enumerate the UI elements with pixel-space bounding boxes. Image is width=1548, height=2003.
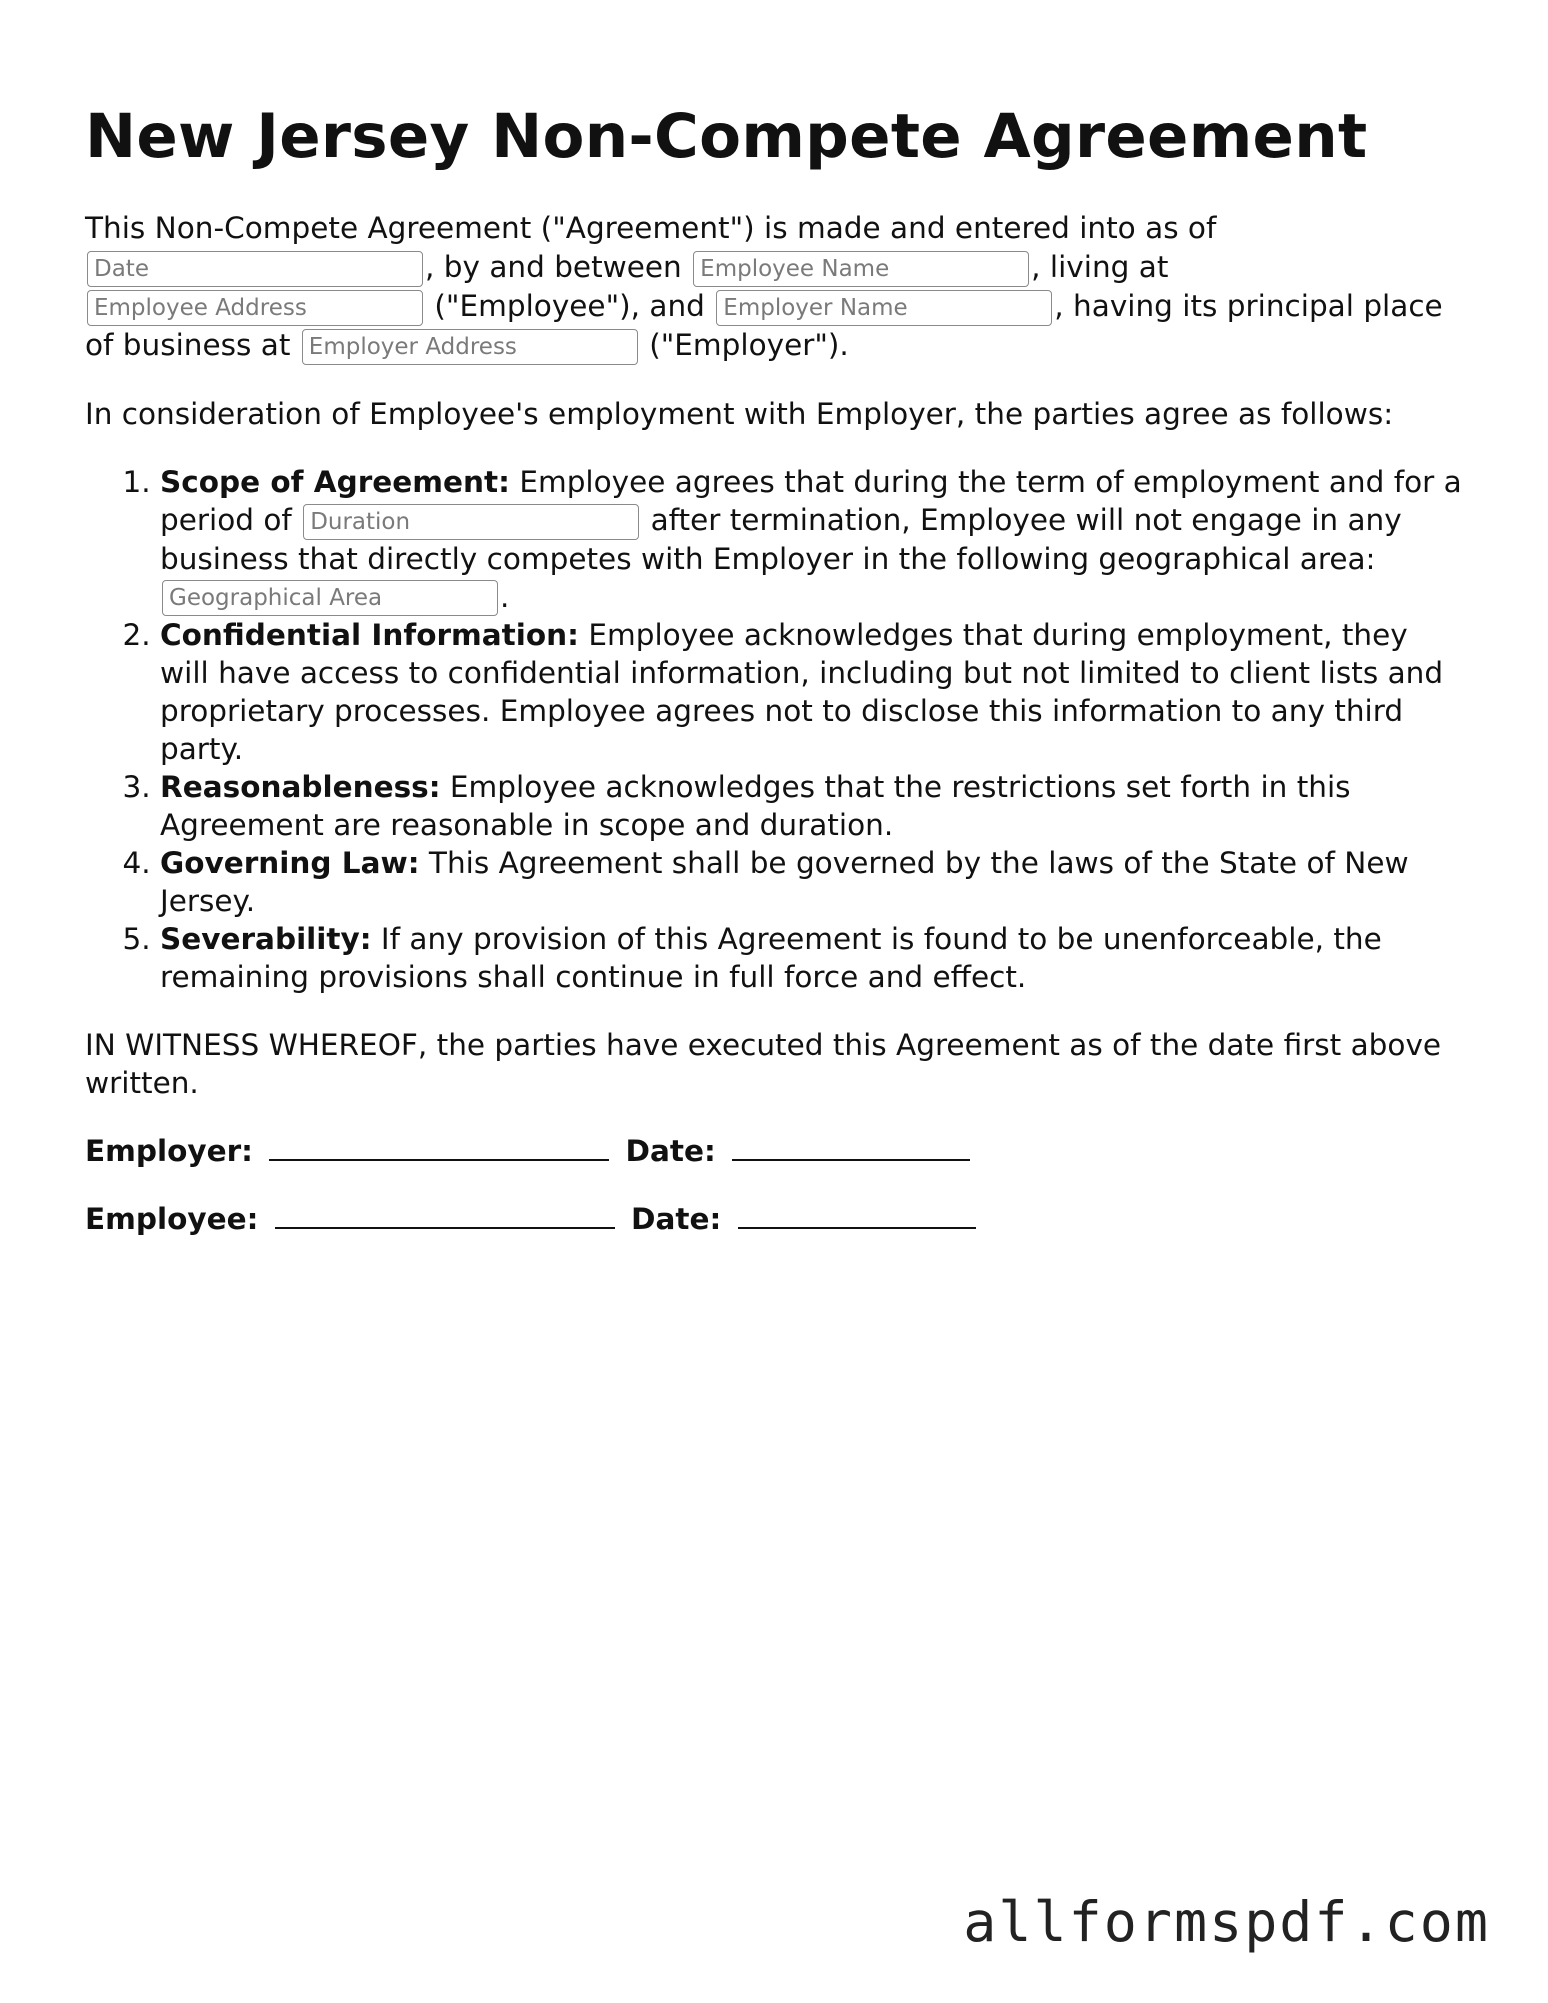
duration-input[interactable] — [303, 504, 639, 540]
clause-scope — [160, 463, 1465, 616]
employer-date-line[interactable] — [732, 1133, 970, 1161]
employer-signature-row — [85, 1132, 1465, 1170]
intro-paragraph — [85, 209, 1465, 365]
clause-text-end: . — [500, 579, 510, 614]
clause-text: If any provision of this Agreement is found to be unenforceable, the remaining provisions shall continue in full force and effect. — [160, 922, 1382, 995]
clause-reasonableness — [160, 768, 1465, 844]
employer-name-input[interactable] — [716, 290, 1052, 326]
employee-date-line[interactable] — [738, 1201, 976, 1229]
clause-heading: Reasonableness: — [160, 770, 441, 805]
intro-text-4: ("Employee"), and — [434, 289, 705, 324]
clause-list — [85, 463, 1465, 996]
consideration-paragraph: In consideration of Employee's employment with Employer, the parties agree as follows: — [85, 397, 1394, 432]
employee-signature-line[interactable] — [275, 1201, 615, 1229]
intro-text-3: , living at — [1031, 250, 1169, 285]
clause-heading: Confidential Information: — [160, 618, 579, 653]
clause-text: Employee agrees that during the term of employment and for a period of — [160, 465, 1462, 538]
intro-text-2: , by and between — [425, 250, 682, 285]
clause-heading: Severability: — [160, 922, 372, 957]
employer-address-input[interactable] — [302, 329, 638, 365]
clause-severability — [160, 920, 1465, 996]
intro-text-6: ("Employer"). — [649, 328, 849, 363]
clause-text: Employee acknowledges that the restrictions set forth in this Agreement are reasonable in scope and duration. — [160, 770, 1351, 843]
clause-heading: Scope of Agreement: — [160, 465, 510, 500]
intro-text-5: , having its principal place of business at — [85, 289, 1443, 363]
intro-text-1: This Non-Compete Agreement ("Agreement") is made and entered into as of — [85, 211, 1217, 246]
witness-paragraph: IN WITNESS WHEREOF, the parties have executed this Agreement as of the date first above written. — [85, 1028, 1442, 1101]
clause-confidential — [160, 616, 1465, 768]
employee-name-input[interactable] — [693, 251, 1029, 287]
watermark: allformspdf.com — [963, 1890, 1490, 1954]
employee-signature-row — [85, 1200, 1465, 1238]
employee-signature-label: Employee: — [85, 1202, 259, 1237]
clause-text: This Agreement shall be governed by the laws of the State of New Jersey. — [160, 846, 1409, 919]
employer-signature-line[interactable] — [269, 1133, 609, 1161]
employee-address-input[interactable] — [87, 290, 423, 326]
document-page — [85, 100, 1465, 1268]
clause-governing-law — [160, 844, 1465, 920]
page-title: New Jersey Non-Compete Agreement — [85, 101, 1368, 172]
employer-signature-label: Employer: — [85, 1134, 253, 1169]
date-input[interactable] — [87, 251, 423, 287]
clause-text: after termination, Employee will not engage in any business that directly competes with Employer in the following geographical area: — [160, 503, 1402, 576]
geographical-area-input[interactable] — [162, 580, 498, 616]
clause-text: Employee acknowledges that during employment, they will have access to confidential information, including but not limited to client lists and proprietary processes. Employee agrees not to disclose this information to any third party. — [160, 618, 1444, 767]
employer-date-label: Date: — [625, 1134, 716, 1169]
clause-heading: Governing Law: — [160, 846, 420, 881]
employee-date-label: Date: — [631, 1202, 722, 1237]
